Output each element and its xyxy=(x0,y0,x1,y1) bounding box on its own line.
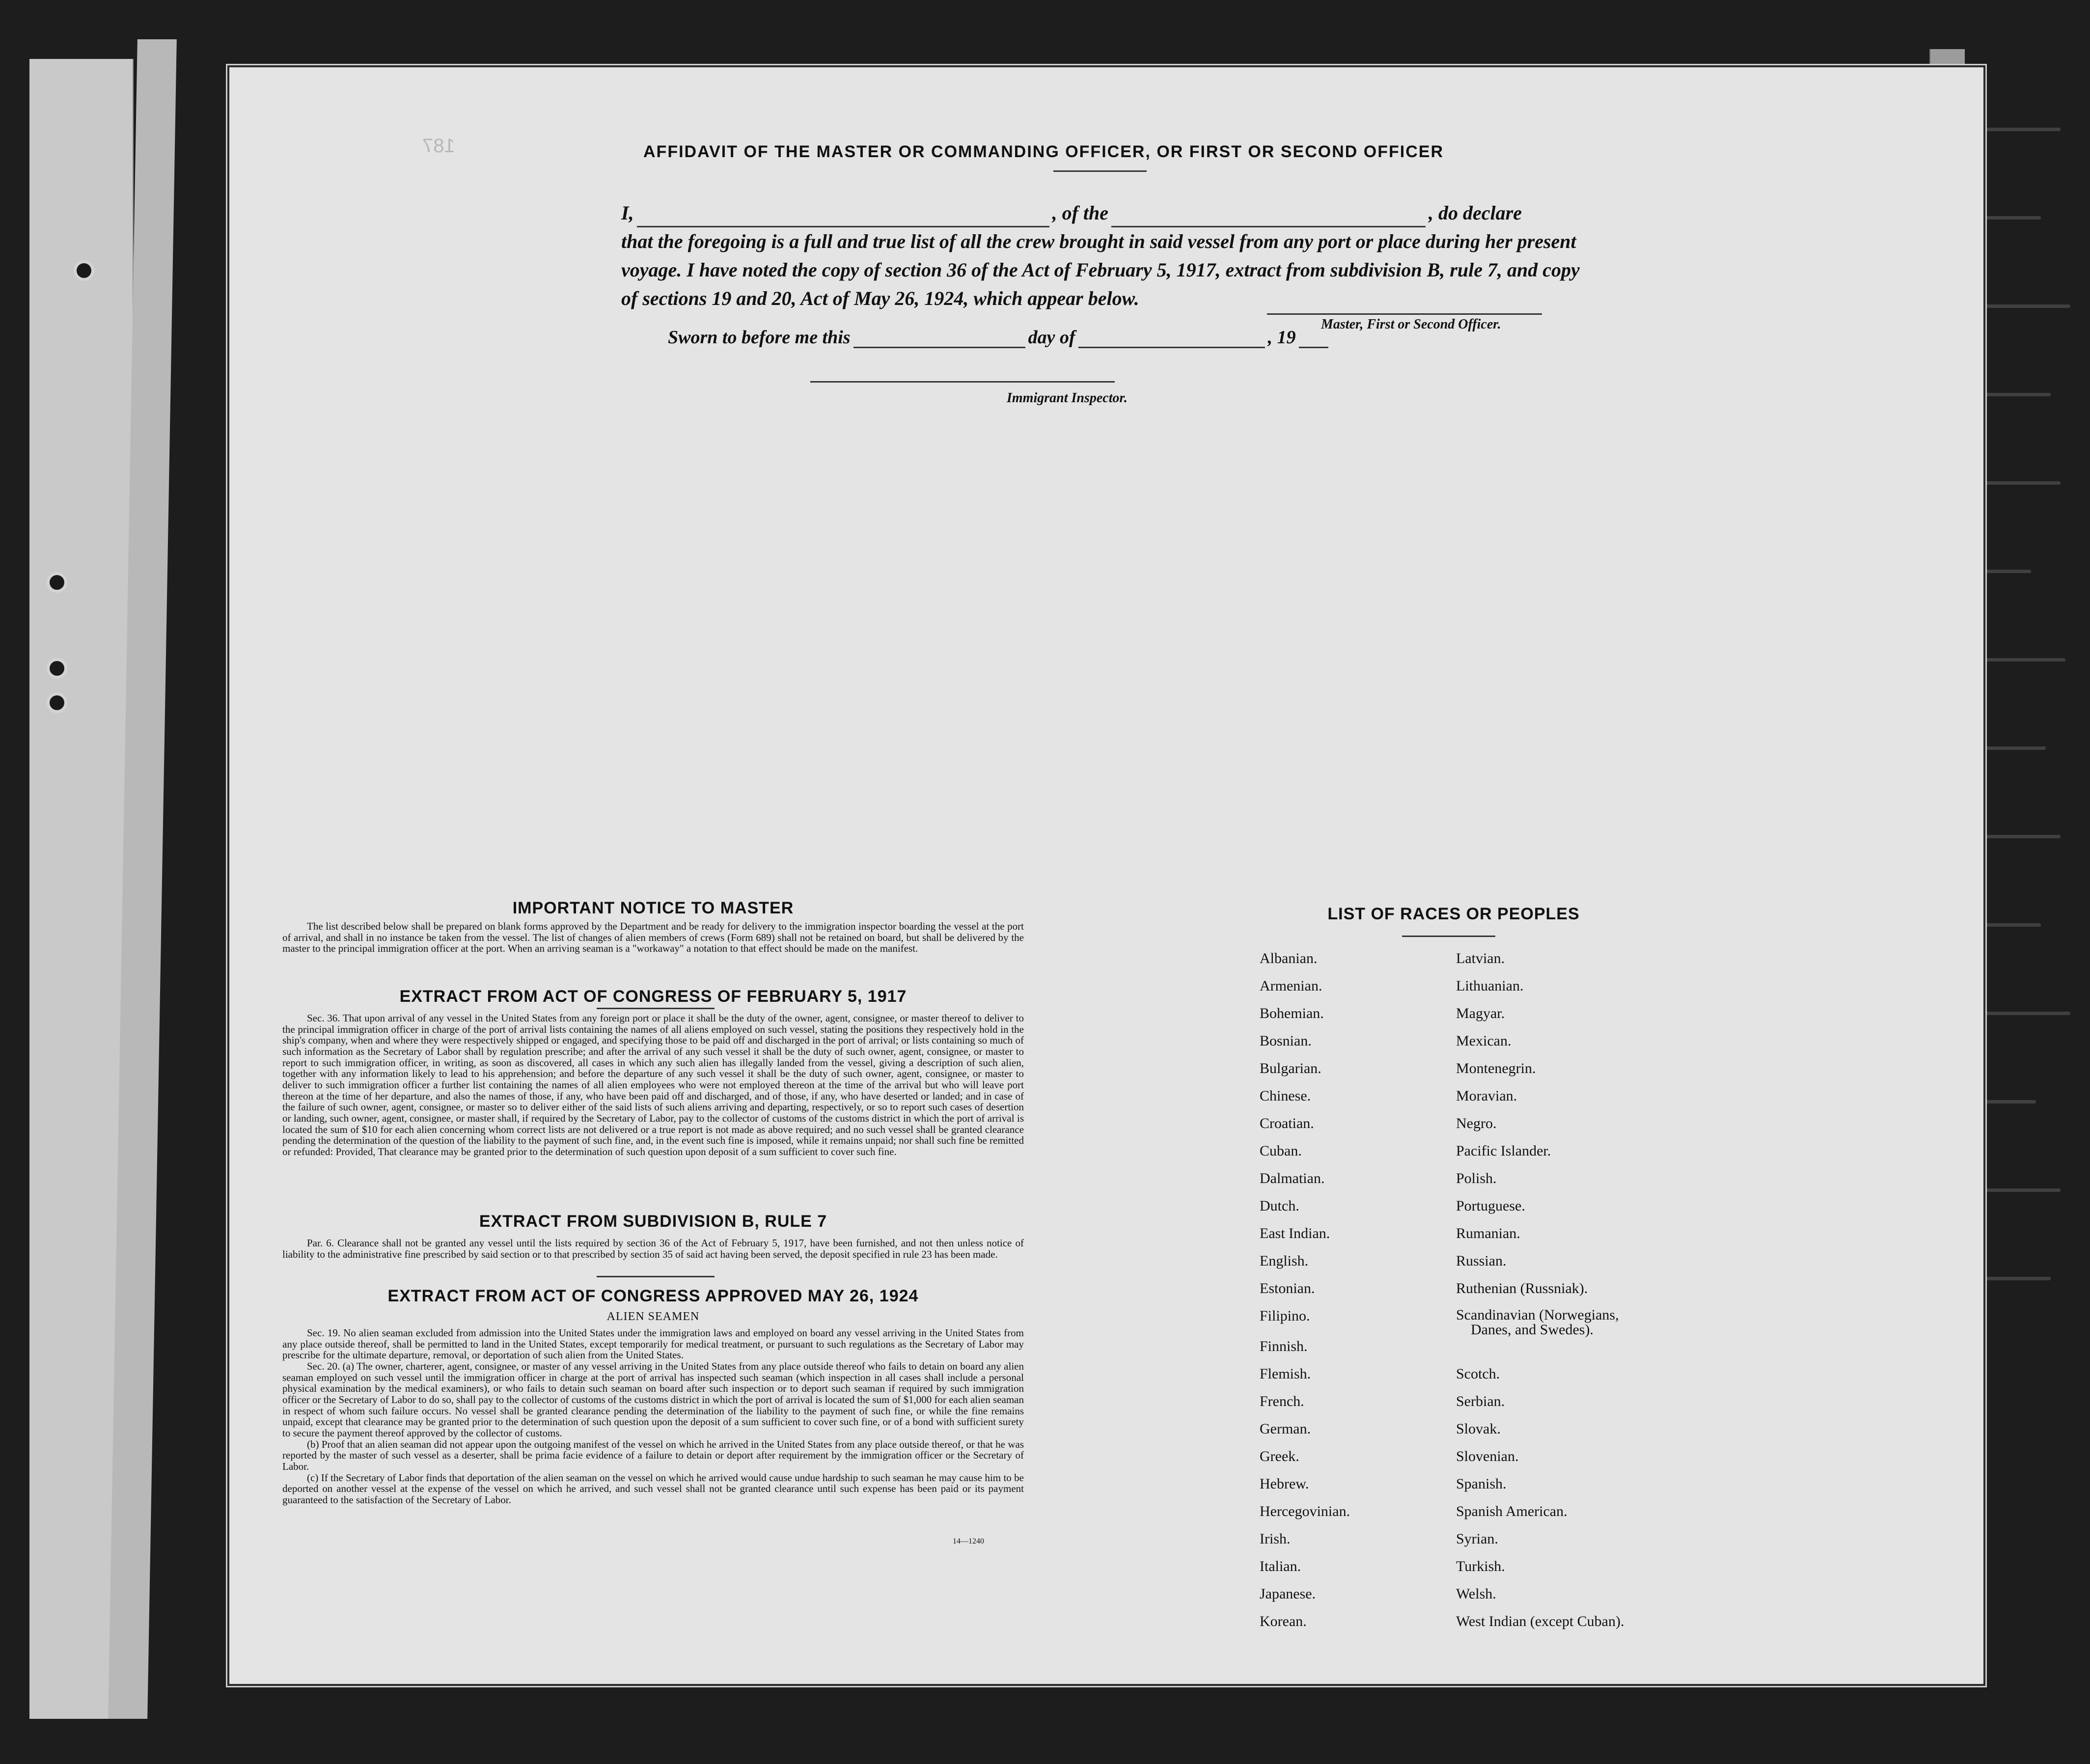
race-item xyxy=(1456,1308,1624,1366)
binder-hole xyxy=(74,260,94,281)
sec36-paragraph: Sec. 36. That upon arrival of any vessel in the United States from any foreign port or place it shall be the duty of the owner, agent, consignee, or master thereof to deliver to the principal immigration officer in charge of the port of arrival lists containing the names of all aliens employed on such vessel, stating the positions they respectively hold in the ship's company, when and where they were respectively shipped or engaged, and specifying those to be paid off and discharged in the port of arrival; or lists containing so much of such information as the Secretary of Labor shall by regulation prescribe; and after the arrival of any such vessel it shall be the duty of such owner, agent, consignee, or master to report to such immigration officer, in writing, as soon as discovered, all cases in which any such alien has illegally landed from the vessel, giving a description of such alien, together with any information likely to lead to his apprehension; and before the departure of any such vessel it shall be the duty of such owner, agent, consignee, or master to deliver to such immigration officer a further list containing the names of all alien employees who were not employed thereon at the time of the arrival but who will leave port thereon at the time of her departure, and also the names of those, if any, who have been paid off and discharged, and of those, if any, who have deserted or landed; and in case of the failure of such owner, agent, consignee, or master so to deliver either of the said lists of such aliens arriving and departing, respectively, or so to report such cases of desertion or landing, such owner, agent, consignee, or master shall, if required by the Secretary of Labor, pay to the collector of customs of the customs district in which the port of arrival is located the sum of $10 for each alien concerning whom correct lists are not delivered or a true report is not made as above required; and no such vessel shall be granted clearance pending the determination of the question of the liability to the payment of such fine, and, in the event such fine is imposed, while it remains unpaid; nor shall such fine be remitted or refunded: Provided, That clearance may be granted prior to the determination of such question upon deposit of a sum sufficient to cover such fine. xyxy=(282,1012,1024,1158)
section-rule xyxy=(597,1008,715,1009)
affidavit-title: AFFIDAVIT OF THE MASTER OR COMMANDING OFFICER, OR FIRST OR SECOND OFFICER xyxy=(643,142,1444,161)
rule7-paragraph: Par. 6. Clearance shall not be granted any vessel until the lists required by section 36 of the Act of February 5, 1917, have been furnished, and not then unless notice of liability to the administrative fine prescribed by said section or to that prescribed by section 35 of said act having been served, the deposit specified in rule 23 has been made. xyxy=(282,1237,1024,1260)
race-item: Bulgarian. xyxy=(1260,1060,1321,1076)
notice-title: IMPORTANT NOTICE TO MASTER xyxy=(512,899,794,917)
race-item: Scotch. xyxy=(1456,1366,1500,1382)
race-item: Ruthenian (Russniak). xyxy=(1456,1280,1588,1296)
race-item: Turkish. xyxy=(1456,1558,1505,1574)
race-item: Dutch. xyxy=(1260,1198,1299,1214)
race-item: Lithuanian. xyxy=(1456,978,1524,994)
extract-rule7-body xyxy=(282,1238,1024,1260)
affidavit-i: I, xyxy=(621,202,634,224)
race-item: Croatian. xyxy=(1260,1115,1314,1131)
inspector-signature-blank[interactable] xyxy=(810,381,1115,383)
races-title: LIST OF RACES OR PEOPLES xyxy=(1327,905,1580,923)
sworn-year: , 19 xyxy=(1267,327,1296,348)
race-item: West Indian (except Cuban). xyxy=(1456,1613,1624,1629)
form-number: 14—1240 xyxy=(953,1537,984,1545)
race-item: Russian. xyxy=(1456,1253,1507,1269)
sworn-day-of: day of xyxy=(1028,327,1075,348)
race-item: Latvian. xyxy=(1456,950,1505,966)
affidavit-line-3: voyage. I have noted the copy of section 36 of the Act of February 5, 1917, extract from subdivision B, rule 7, and copy xyxy=(621,259,1580,281)
race-item: Serbian. xyxy=(1456,1393,1505,1409)
race-item: Korean. xyxy=(1260,1613,1307,1629)
race-item: Magyar. xyxy=(1456,1005,1505,1021)
signature-label: Master, First or Second Officer. xyxy=(1321,317,1501,332)
race-item: Mexican. xyxy=(1456,1033,1512,1049)
race-item: Moravian. xyxy=(1456,1088,1517,1104)
name-blank[interactable] xyxy=(637,209,1049,227)
affidavit-line-1 xyxy=(621,199,1574,227)
affidavit-line-4: of sections 19 and 20, Act of May 26, 1924, which appear below. xyxy=(621,287,1139,309)
extract-1917-body xyxy=(282,1013,1024,1158)
race-item: East Indian. xyxy=(1260,1225,1330,1241)
race-item: Bohemian. xyxy=(1260,1005,1324,1021)
race-item: Welsh. xyxy=(1456,1586,1496,1602)
sec20a-paragraph: Sec. 20. (a) The owner, charterer, agent, consignee, or master of any vessel arriving in the United States from any place outside thereof who fails to detain on board any alien seaman employed on such vessel until the immigration officer in charge at the port of arrival has inspected such seaman (which inspection in all cases shall include a personal physical examination by the medical examiners), or who fails to detain such seaman on board after such inspection or to deport such seaman if required by such immigration officer or the Secretary of Labor to do so, shall pay to the collector of customs of the customs district in which the port of arrival is located the sum of $1,000 for each alien seaman in respect of whom such failure occurs. No vessel shall be granted clearance pending the determination of the liability to the payment of such fine, or while the fine remains unpaid, except that clearance may be granted prior to the determination of such question upon the deposit of a sum sufficient to cover such fine, or of a bond with sufficient surety to secure the payment thereof approved by the collector of customs. xyxy=(282,1360,1024,1439)
race-item: Chinese. xyxy=(1260,1088,1311,1104)
sworn-line xyxy=(668,327,1331,348)
race-item: French. xyxy=(1260,1393,1304,1409)
vessel-blank[interactable] xyxy=(1111,209,1426,227)
affidavit-declare: , do declare xyxy=(1429,202,1522,224)
sworn-day-blank[interactable] xyxy=(853,330,1025,348)
signature-blank[interactable] xyxy=(1267,313,1542,315)
bleed-through-text: 187 xyxy=(422,135,455,157)
race-item: Albanian. xyxy=(1260,950,1318,966)
races-title-rule xyxy=(1402,936,1495,937)
section-rule xyxy=(597,1276,715,1277)
race-item: German. xyxy=(1260,1421,1311,1437)
race-item: Slovenian. xyxy=(1456,1448,1519,1464)
race-item: Pacific Islander. xyxy=(1456,1143,1551,1159)
race-item: Dalmatian. xyxy=(1260,1170,1325,1186)
race-item-scandinavian-cont: Danes, and Swedes). xyxy=(1471,1322,1594,1338)
race-item: English. xyxy=(1260,1253,1309,1269)
sec19-paragraph: Sec. 19. No alien seaman excluded from admission into the United States under the immigration laws and employed on board any vessel arriving in the United States from any place outside thereof, shall be permitted to land in the United States, except temporarily for medical treatment, or pursuant to such regulations as the Secretary of Labor may prescribe for the ultimate departure, removal, or deportation of such alien from the United States. xyxy=(282,1327,1024,1361)
race-item: Spanish. xyxy=(1456,1476,1507,1492)
race-item: Hercegovinian. xyxy=(1260,1503,1350,1519)
extract-1917-title: EXTRACT FROM ACT OF CONGRESS OF FEBRUARY 5, 1917 xyxy=(399,987,907,1006)
title-rule xyxy=(1053,170,1147,172)
affidavit-body xyxy=(621,199,1580,313)
race-item: Filipino. xyxy=(1260,1308,1310,1324)
sworn-prefix: Sworn to before me this xyxy=(668,327,851,348)
race-item: Irish. xyxy=(1260,1531,1291,1547)
race-item: Italian. xyxy=(1260,1558,1301,1574)
race-item-scandinavian: Scandinavian (Norwegians, xyxy=(1456,1307,1619,1323)
race-item: Hebrew. xyxy=(1260,1476,1309,1492)
notice-paragraph: The list described below shall be prepared on blank forms approved by the Department and be ready for delivery to the immigration inspector boarding the vessel at the port of arrival, and shall in no instance be taken from the vessel. The list of changes of alien members of crews (Form 689) shall not be retained on board, but shall be delivered by the master to the principal immigration officer at the port. When an arriving seaman is a "workaway" a notation to that effect should be made on the manifest. xyxy=(282,920,1024,955)
race-item: Flemish. xyxy=(1260,1366,1311,1382)
race-item: Negro. xyxy=(1456,1115,1497,1131)
race-item: Portuguese. xyxy=(1456,1198,1525,1214)
race-item: Montenegrin. xyxy=(1456,1060,1536,1076)
race-item: Bosnian. xyxy=(1260,1033,1312,1049)
race-item: Estonian. xyxy=(1260,1280,1315,1296)
sworn-month-blank[interactable] xyxy=(1078,330,1265,348)
sec20b-paragraph: (b) Proof that an alien seaman did not appear upon the outgoing manifest of the vessel on which he arrived in the United States from any place outside thereof, or that he was reported by the master of such vessel as a deserter, shall be prima facie evidence of a failure to detain or deport after requirement by the immigration officer or the Secretary of Labor. xyxy=(282,1438,1024,1473)
sworn-year-blank[interactable] xyxy=(1299,330,1328,348)
extract-rule7-title: EXTRACT FROM SUBDIVISION B, RULE 7 xyxy=(479,1212,827,1231)
extract-1924-title: EXTRACT FROM ACT OF CONGRESS APPROVED MAY 26, 1924 xyxy=(387,1287,919,1305)
notice-body xyxy=(282,921,1024,954)
affidavit-line-2: that the foregoing is a full and true list of all the crew brought in said vessel from any port or place during her present xyxy=(621,230,1576,252)
races-right-column xyxy=(1456,950,1624,1641)
race-item: Japanese. xyxy=(1260,1586,1316,1602)
race-item: Syrian. xyxy=(1456,1531,1498,1547)
sec20c-paragraph: (c) If the Secretary of Labor finds that deportation of the alien seaman on the vessel on which he arrived would cause undue hardship to such seaman he may cause him to be deported on another vessel at the expense of the vessel on which he arrived, and such vessel shall not be granted clearance until such expense has been paid or its payment guaranteed to the satisfaction of the Secretary of Labor. xyxy=(282,1471,1024,1506)
race-item: Polish. xyxy=(1456,1170,1497,1186)
race-item: Finnish. xyxy=(1260,1338,1308,1354)
binder-hole xyxy=(47,692,67,713)
extract-1924-body xyxy=(282,1327,1024,1506)
race-item: Cuban. xyxy=(1260,1143,1302,1159)
race-item: Rumanian. xyxy=(1456,1225,1520,1241)
race-item: Slovak. xyxy=(1456,1421,1501,1437)
extract-1924-subtitle: ALIEN SEAMEN xyxy=(606,1310,700,1323)
races-left-column xyxy=(1260,950,1350,1641)
race-item: Armenian. xyxy=(1260,978,1322,994)
affidavit-of-the: , of the xyxy=(1052,202,1109,224)
binder-hole xyxy=(47,658,67,679)
race-item: Spanish American. xyxy=(1456,1503,1568,1519)
inspector-label: Immigrant Inspector. xyxy=(1007,390,1128,406)
race-item: Greek. xyxy=(1260,1448,1299,1464)
binder-hole xyxy=(47,572,67,593)
